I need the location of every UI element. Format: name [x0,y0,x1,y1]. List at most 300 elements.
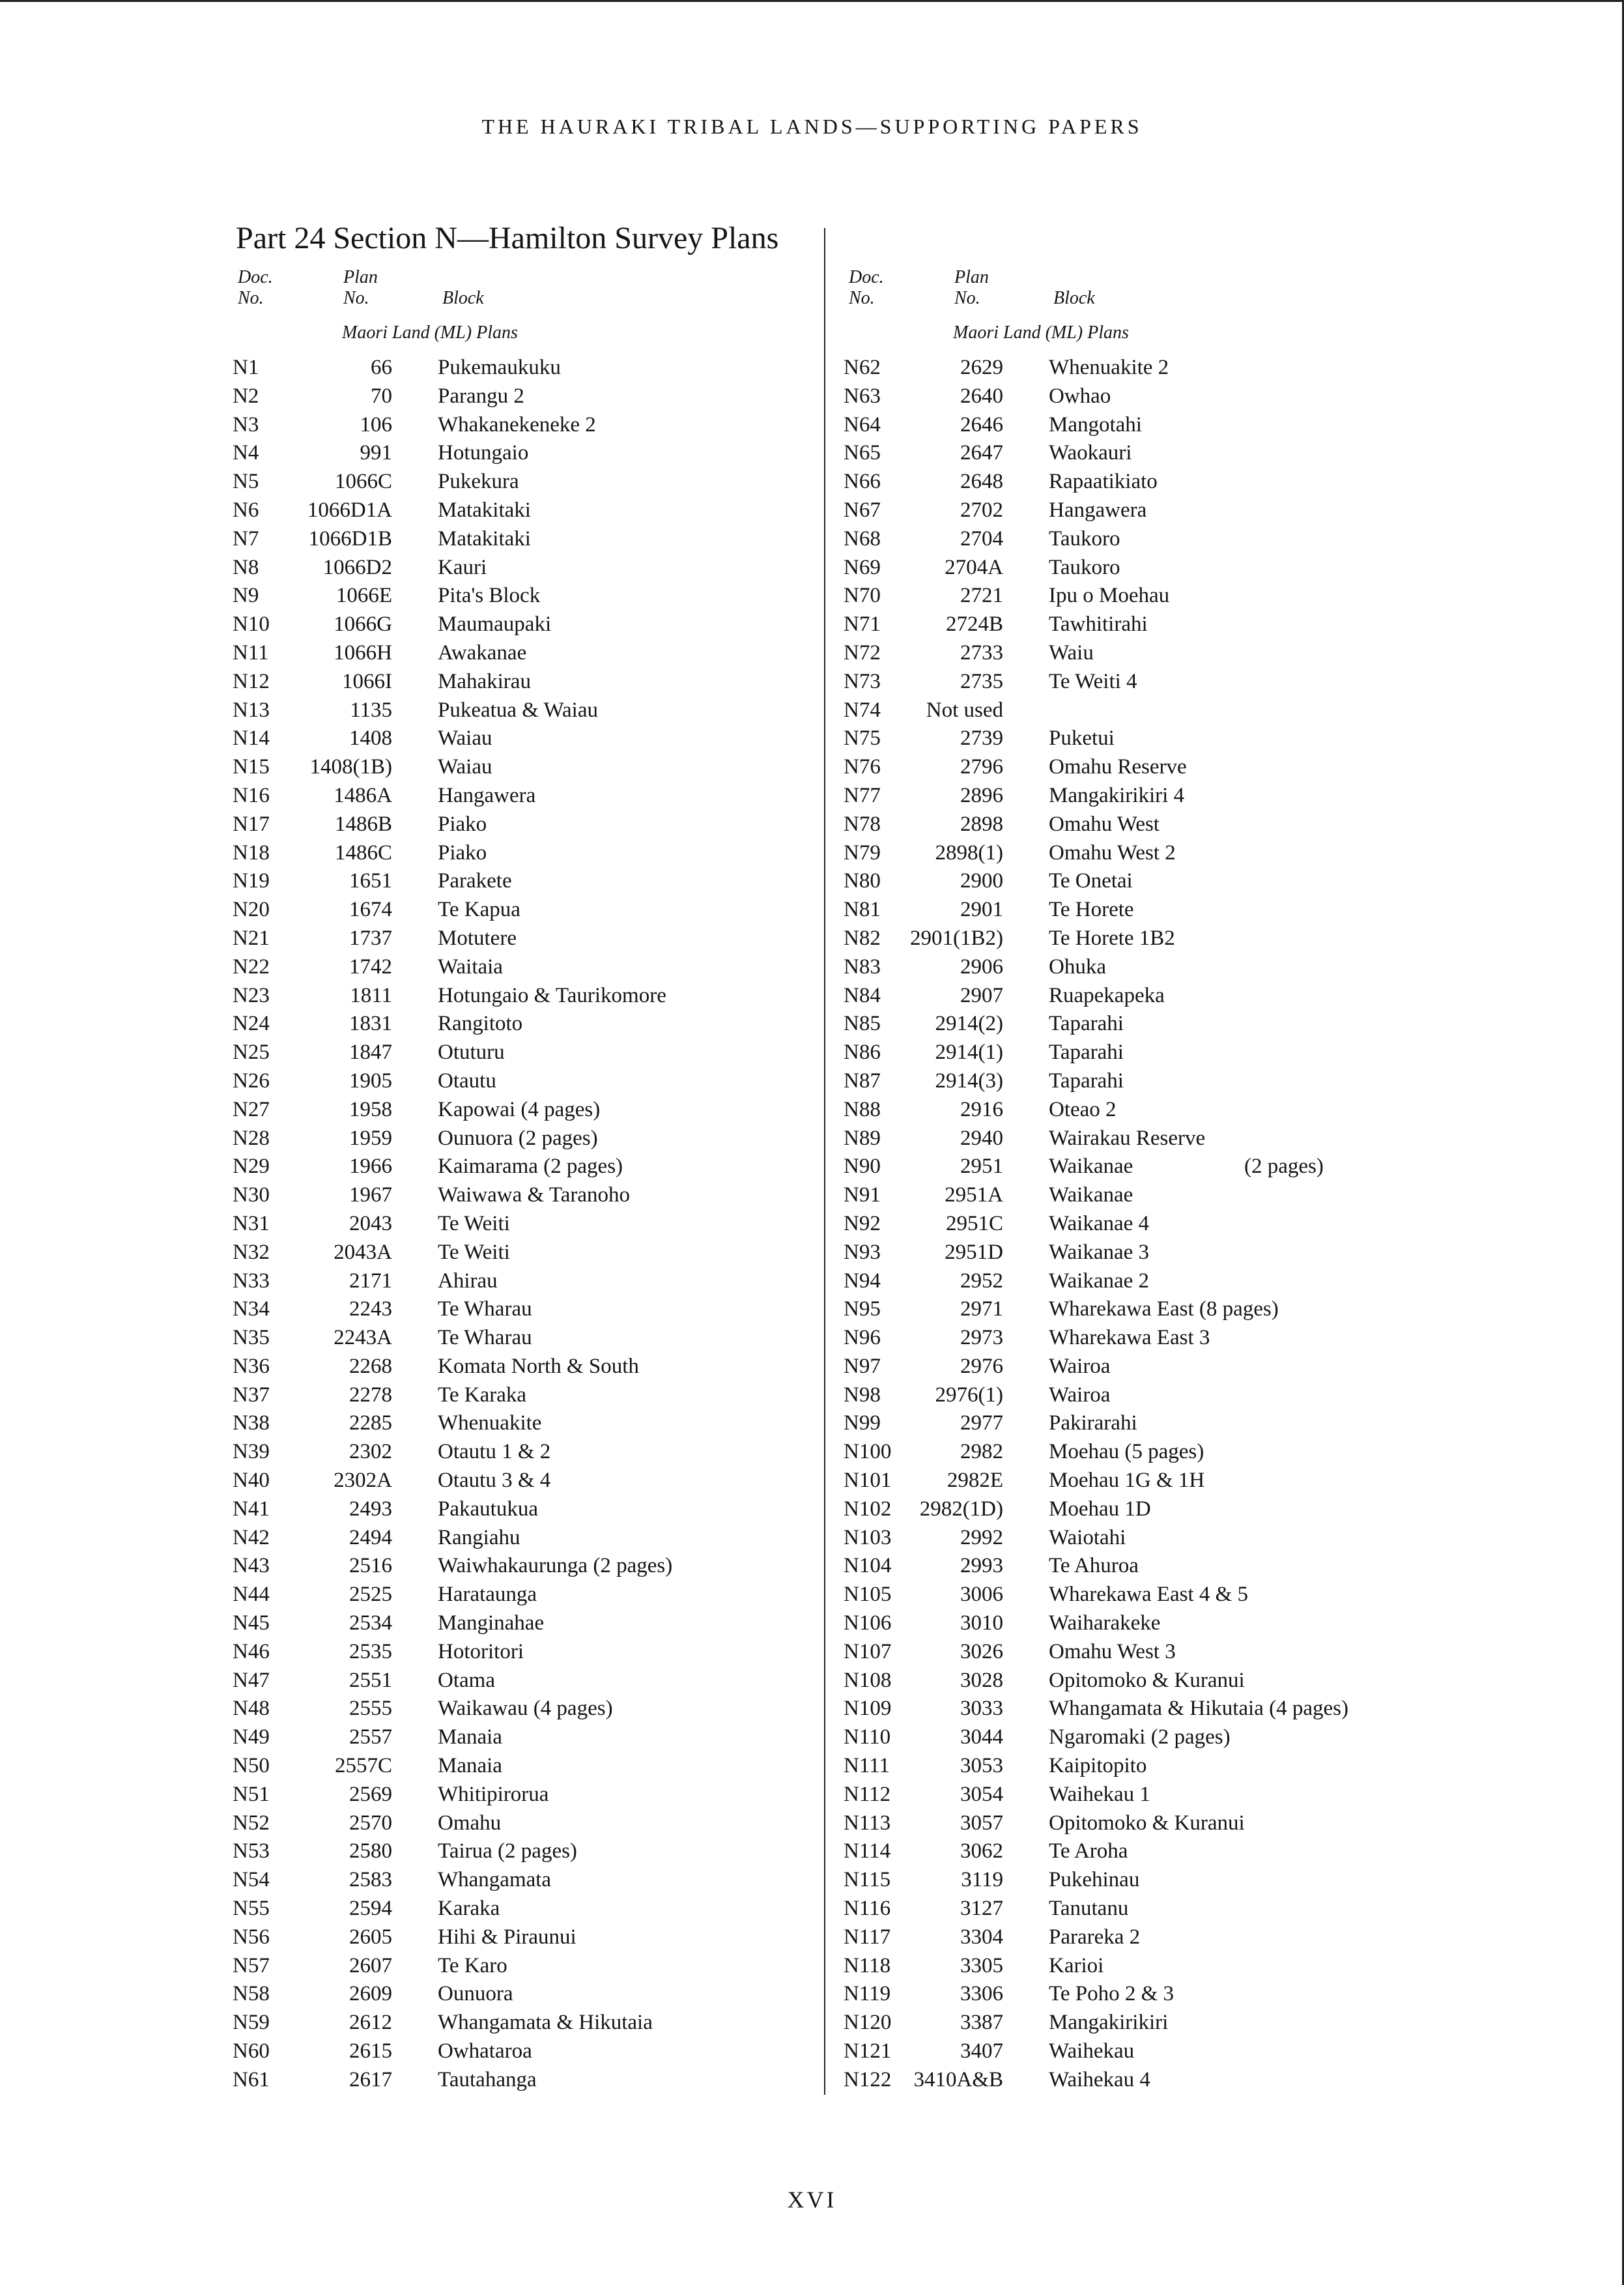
doc-no-cell: N36 [233,1354,270,1378]
plan-no-cell: 3305 [960,1953,1003,1977]
block-cell: Opitomoko & Kuranui [1049,1668,1245,1692]
block-cell: Karaka [438,1897,500,1921]
table-row [844,1239,1430,1267]
plan-no-cell: 2898(1) [935,841,1003,865]
table-row [233,1638,819,1667]
block-header: Block [1053,288,1095,308]
doc-no-cell: N21 [233,926,270,950]
block-cell: Otautu [438,1069,496,1093]
table-row [233,1923,819,1952]
plan-no-cell: 2285 [349,1411,392,1435]
doc-no-cell: N40 [233,1469,270,1493]
table-row [844,1552,1430,1581]
block-cell: Puketui [1049,726,1115,751]
doc-no-cell: N97 [844,1354,881,1378]
doc-no-cell: N50 [233,1754,270,1778]
block-cell: Pita's Block [438,584,541,608]
doc-no-cell: N7 [233,526,259,551]
block-cell: Waiotahi [1049,1525,1126,1549]
plan-no-cell: 2951A [945,1183,1003,1207]
block-cell: Parakete [438,869,512,893]
block-cell: Hihi & Piraunui [438,1925,577,1949]
plan-no-cell: 2268 [349,1354,392,1378]
plan-no-cell: 2993 [960,1554,1003,1578]
table-row [233,1581,819,1609]
doc-no-cell: N96 [844,1326,881,1350]
block-cell: Rangiahu [438,1525,520,1549]
table-row [844,1210,1430,1239]
doc-no-cell: N18 [233,841,270,865]
block-cell: Motutere [438,926,517,950]
plan-no-cell: 2043 [349,1211,392,1235]
plan-no-cell: 106 [360,412,392,437]
block-cell: Maumaupaki [438,612,552,637]
block-cell: Waihekau 4 [1049,2067,1150,2091]
block-cell: Pukehinau [1049,1868,1140,1892]
table-row [844,1267,1430,1296]
block-cell: Te Horete [1049,898,1134,922]
block-cell: Taparahi [1049,1012,1124,1036]
plan-no-cell: 1408 [349,726,392,751]
plan-no-cell: 1135 [350,698,392,722]
doc-no-cell: N51 [233,1782,270,1806]
table-row [844,1353,1430,1381]
table-row [233,1267,819,1296]
block-cell: Mahakirau [438,669,531,693]
plan-no-cell: 3407 [960,2039,1003,2063]
plan-no-cell: 1966 [349,1155,392,1179]
block-cell: Moehau 1D [1049,1497,1151,1521]
table-row [233,1495,819,1524]
block-cell: Mangakirikiri 4 [1049,783,1185,807]
plan-no-cell: 2982 [960,1440,1003,1464]
block-cell: Matakitaki [438,498,531,522]
table-row [233,925,819,953]
plan-no-cell: 2647 [960,441,1003,465]
block-cell: Waikanae [1049,1155,1133,1179]
doc-no-cell: N74 [844,698,881,722]
block-cell: Omahu West [1049,812,1160,836]
table-row [844,1010,1430,1039]
block-cell: Hotungaio [438,441,529,465]
block-cell: Pukekura [438,470,519,494]
table-row [844,1980,1430,2009]
table-row [844,925,1430,953]
subheading: Maori Land (ML) Plans [342,323,518,343]
doc-no-cell: N70 [844,584,881,608]
table-row [844,811,1430,839]
plan-no-cell: 2493 [349,1497,392,1521]
table-row [233,354,819,382]
doc-no-cell: N19 [233,869,270,893]
doc-no-cell: N103 [844,1525,892,1549]
table-row [233,1153,819,1181]
doc-no-cell: N77 [844,783,881,807]
plan-no-cell: 2721 [960,584,1003,608]
table-row [844,1695,1430,1723]
block-cell: Ngaromaki (2 pages) [1049,1725,1231,1749]
block-cell: Taparahi [1049,1069,1124,1093]
block-cell: Waiwhakaurunga (2 pages) [438,1554,673,1578]
doc-no-cell: N48 [233,1697,270,1721]
plan-no-cell: 2494 [349,1525,392,1549]
doc-no-cell: N24 [233,1012,270,1036]
doc-no-cell: N100 [844,1440,892,1464]
table-row [233,1438,819,1467]
doc-no-cell: N4 [233,441,259,465]
plan-no-cell: 2557C [334,1754,392,1778]
block-cell: Otautu 3 & 4 [438,1469,551,1493]
block-cell: Te Kapua [438,898,520,922]
plan-no-cell: 2516 [349,1554,392,1578]
doc-no-cell: N76 [844,755,881,779]
table-row [233,1837,819,1866]
doc-no-cell: N54 [233,1868,270,1892]
block-cell: Waiwawa & Taranoho [438,1183,630,1207]
plan-no-cell: 2976 [960,1354,1003,1378]
doc-no-cell: N28 [233,1126,270,1150]
table-row [233,1809,819,1838]
block-cell: Hangawera [1049,498,1147,522]
block-cell: Waihekau 1 [1049,1782,1150,1806]
block-cell: Whitipirorua [438,1782,549,1806]
doc-no-cell: N122 [844,2067,892,2091]
plan-no-cell: 1066D1A [307,498,392,522]
doc-no-header: Doc. No. [849,267,884,308]
plan-no-cell: 1742 [349,955,392,979]
table-row [844,725,1430,753]
doc-no-cell: N99 [844,1411,881,1435]
block-cell: Owhataroa [438,2039,532,2063]
section-title: Part 24 Section N—Hamilton Survey Plans [236,221,779,255]
plan-no-cell: 2607 [349,1953,392,1977]
right-column [844,267,1430,2095]
table-row [844,1952,1430,1981]
table-row [233,839,819,868]
plan-no-cell: 2901(1B2) [910,926,1003,950]
doc-no-cell: N56 [233,1925,270,1949]
doc-no-cell: N41 [233,1497,270,1521]
doc-no-cell: N91 [844,1183,881,1207]
table-row [233,697,819,725]
block-cell: Wairakau Reserve [1049,1126,1206,1150]
doc-no-cell: N3 [233,412,259,437]
block-cell: Tautahanga [438,2067,537,2091]
table-row [233,1952,819,1981]
plan-no-cell: 3387 [960,2011,1003,2035]
table-row [844,697,1430,725]
plan-no-cell: 2898 [960,812,1003,836]
table-row [233,639,819,668]
table-row [233,753,819,782]
doc-no-cell: N94 [844,1269,881,1293]
plan-no-cell: 3010 [960,1611,1003,1635]
block-cell: Tawhitirahi [1049,612,1148,637]
doc-no-cell: N26 [233,1069,270,1093]
doc-no-cell: N71 [844,612,881,637]
table-row [844,782,1430,811]
plan-no-cell: 2629 [960,356,1003,379]
block-cell: Pukeatua & Waiau [438,698,599,722]
table-row [233,867,819,896]
block-cell: Waikanae [1049,1183,1133,1207]
table-row [844,1524,1430,1553]
doc-no-cell: N13 [233,698,270,722]
table-row [233,1381,819,1410]
doc-no-cell: N57 [233,1953,270,1977]
plan-no-cell: 2557 [349,1725,392,1749]
table-row [233,1752,819,1781]
plan-no-cell: 3028 [960,1668,1003,1692]
table-row [844,1581,1430,1609]
table-row [844,1438,1430,1467]
plan-no-cell: 2976(1) [935,1383,1003,1407]
block-cell: Moehau (5 pages) [1049,1440,1204,1464]
block-cell: Wairoa [1049,1354,1111,1378]
plan-no-cell: 2704A [945,555,1003,579]
block-cell: Pakautukua [438,1497,538,1521]
doc-no-cell: N47 [233,1668,270,1692]
table-row [233,1096,819,1125]
block-cell: Waiau [438,726,492,751]
doc-no-cell: N121 [844,2039,892,2063]
block-cell: Ounuora [438,1982,513,2006]
doc-no-cell: N10 [233,612,270,637]
block-cell: Taparahi [1049,1041,1124,1065]
table-row [233,953,819,982]
plan-no-cell: 2977 [960,1411,1003,1435]
plan-no-cell: 1066D1B [308,526,392,551]
doc-no-cell: N1 [233,356,259,379]
table-row [233,982,819,1011]
doc-no-cell: N113 [844,1811,891,1835]
table-row [844,1667,1430,1695]
block-cell: Hangawera [438,783,536,807]
plan-no-cell: 2733 [960,640,1003,665]
doc-no-cell: N95 [844,1297,881,1321]
block-cell: Taukoro [1049,555,1120,579]
plan-no-cell: 2940 [960,1126,1003,1150]
plan-no-cell: 3304 [960,1925,1003,1949]
block-cell: Moehau 1G & 1H [1049,1469,1205,1493]
table-row [844,639,1430,668]
doc-no-cell: N118 [844,1953,891,1977]
block-cell: Rapaatikiato [1049,470,1158,494]
plan-no-cell: 70 [371,384,392,408]
block-cell: Ohuka [1049,955,1106,979]
doc-no-cell: N37 [233,1383,270,1407]
block-cell: Taukoro [1049,526,1120,551]
table-row [844,1096,1430,1125]
doc-no-cell: N53 [233,1839,270,1863]
plan-no-cell: 1831 [349,1012,392,1036]
block-cell: Opitomoko & Kuranui [1049,1811,1245,1835]
plan-no-cell: 2243A [334,1326,392,1350]
doc-no-cell: N2 [233,384,259,408]
plan-no-cell: 2302 [349,1440,392,1464]
page-border-top [0,0,1624,2]
plan-no-cell: Not used [926,698,1003,722]
doc-no-cell: N107 [844,1639,892,1663]
block-cell: Wharekawa East (8 pages) [1049,1297,1279,1321]
left-table-body [233,354,819,2095]
column-divider [824,228,825,2095]
plan-no-header: Plan No. [954,267,989,308]
table-row [844,982,1430,1011]
plan-no-cell: 2906 [960,955,1003,979]
block-cell: Whangamata [438,1868,552,1892]
block-cell: Te Weiti [438,1240,510,1264]
doc-no-cell: N64 [844,412,881,437]
plan-no-cell: 1486A [334,783,392,807]
block-cell: Manaia [438,1725,502,1749]
table-row [233,1781,819,1809]
table-row [233,1324,819,1353]
column-header [233,267,819,323]
block-cell: Mangakirikiri [1049,2011,1169,2035]
block-cell: Waokauri [1049,441,1132,465]
doc-no-cell: N11 [233,640,269,665]
table-row [844,582,1430,611]
table-row [844,839,1430,868]
table-row [844,354,1430,382]
table-row [844,1638,1430,1667]
table-row [233,1695,819,1723]
doc-no-cell: N104 [844,1554,892,1578]
doc-no-cell: N46 [233,1639,270,1663]
plan-no-cell: 2555 [349,1697,392,1721]
table-row [233,468,819,496]
block-cell: Whakanekeneke 2 [438,412,596,437]
table-row [233,2009,819,2037]
block-cell: Omahu Reserve [1049,755,1187,779]
block-cell: Te Weiti 4 [1049,669,1137,693]
table-row [233,1667,819,1695]
doc-no-cell: N59 [233,2011,270,2035]
table-row [844,1409,1430,1438]
plan-no-cell: 2982E [947,1469,1003,1493]
table-row [844,1809,1430,1838]
doc-no-cell: N78 [844,812,881,836]
doc-no-cell: N9 [233,584,259,608]
doc-no-cell: N65 [844,441,881,465]
table-row [233,1866,819,1895]
plan-no-cell: 2605 [349,1925,392,1949]
doc-no-cell: N90 [844,1155,881,1179]
doc-no-cell: N75 [844,726,881,751]
doc-no-cell: N49 [233,1725,270,1749]
plan-no-cell: 3127 [960,1897,1003,1921]
table-row [233,725,819,753]
doc-no-cell: N43 [233,1554,270,1578]
plan-no-cell: 2551 [349,1668,392,1692]
block-cell: Hotungaio & Taurikomore [438,983,666,1007]
table-row [844,2066,1430,2095]
doc-no-cell: N66 [844,470,881,494]
plan-no-cell: 2617 [349,2067,392,2091]
block-cell: Tanutanu [1049,1897,1129,1921]
plan-no-cell: 3044 [960,1725,1003,1749]
plan-no-cell: 2702 [960,498,1003,522]
table-row [233,439,819,468]
plan-no-cell: 991 [360,441,392,465]
column-header [844,267,1430,323]
plan-no-cell: 2278 [349,1383,392,1407]
table-row [233,382,819,411]
plan-no-cell: 2569 [349,1782,392,1806]
block-cell: Whenuakite [438,1411,542,1435]
plan-no-cell: 2609 [349,1982,392,2006]
doc-no-cell: N22 [233,955,270,979]
plan-no-cell: 1486B [334,812,392,836]
doc-no-cell: N33 [233,1269,270,1293]
block-cell: Piako [438,841,487,865]
table-row [844,611,1430,639]
block-cell: Tairua (2 pages) [438,1839,577,1863]
plan-no-cell: 1408(1B) [309,755,392,779]
plan-no-cell: 2896 [960,783,1003,807]
table-row [844,867,1430,896]
block-cell: Pakirarahi [1049,1411,1137,1435]
doc-no-cell: N120 [844,2011,892,2035]
block-cell: Parangu 2 [438,384,524,408]
left-column [233,267,819,2095]
table-row [233,2037,819,2066]
plan-no-cell: 3119 [961,1868,1003,1892]
plan-no-cell: 2594 [349,1897,392,1921]
plan-no-cell: 2971 [960,1297,1003,1321]
doc-no-cell: N39 [233,1440,270,1464]
block-cell: Pukemaukuku [438,356,561,379]
plan-no-cell: 2704 [960,526,1003,551]
table-row [844,1495,1430,1524]
block-cell: Ounuora (2 pages) [438,1126,598,1150]
plan-no-cell: 3062 [960,1839,1003,1863]
plan-no-cell: 2535 [349,1639,392,1663]
block-cell: Ipu o Moehau [1049,584,1170,608]
doc-no-cell: N106 [844,1611,892,1635]
table-row [844,1467,1430,1495]
plan-no-cell: 2735 [960,669,1003,693]
plan-no-cell: 1958 [349,1097,392,1121]
doc-no-cell: N55 [233,1897,270,1921]
doc-no-cell: N119 [844,1982,891,2006]
table-row [233,782,819,811]
plan-no-cell: 3054 [960,1782,1003,1806]
block-cell: Karioi [1049,1953,1104,1977]
block-cell: Te Wharau [438,1326,532,1350]
table-row [844,1381,1430,1410]
block-cell: Manaia [438,1754,502,1778]
note-cell: (2 pages) [1244,1155,1324,1179]
table-row [844,1181,1430,1210]
table-row [844,496,1430,525]
table-row [233,1980,819,2009]
block-cell: Waiu [1049,640,1094,665]
plan-no-cell: 3053 [960,1754,1003,1778]
plan-no-cell: 1066C [334,470,392,494]
block-cell: Wairoa [1049,1383,1111,1407]
plan-no-cell: 1066G [334,612,392,637]
block-cell: Wharekawa East 4 & 5 [1049,1583,1249,1607]
plan-no-cell: 2243 [349,1297,392,1321]
doc-no-cell: N83 [844,955,881,979]
plan-no-cell: 2583 [349,1868,392,1892]
table-row [844,953,1430,982]
plan-no-cell: 2951D [945,1240,1003,1264]
plan-no-cell: 3306 [960,1982,1003,2006]
doc-no-cell: N31 [233,1211,270,1235]
